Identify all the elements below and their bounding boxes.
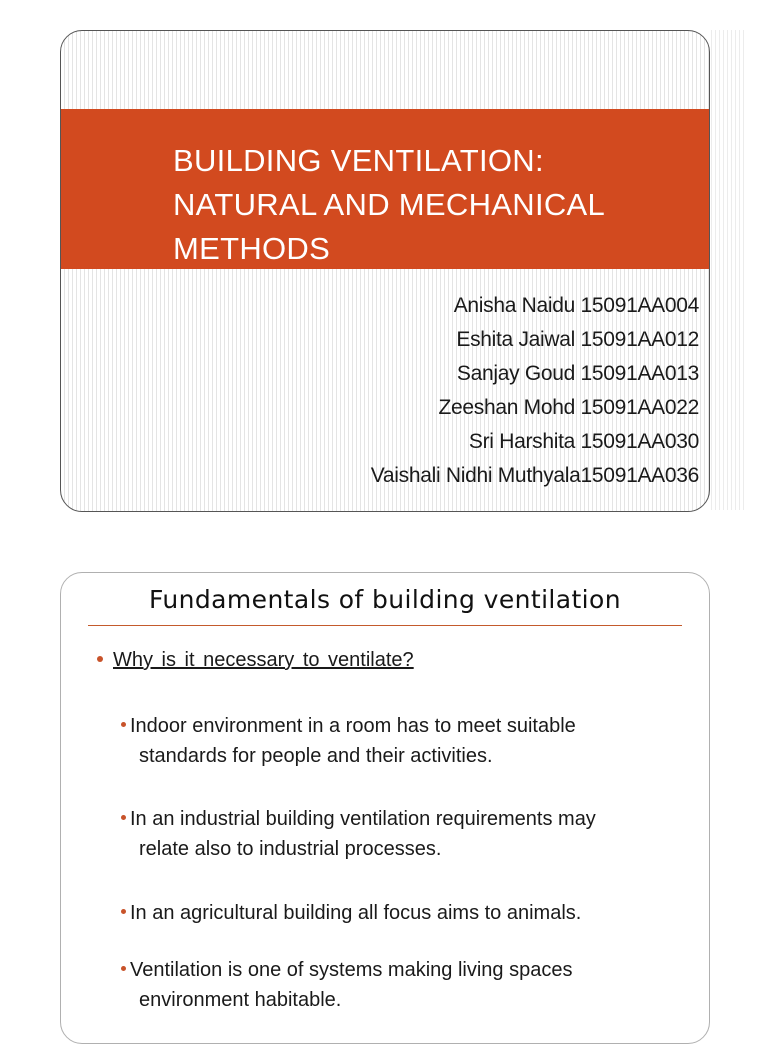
sub-bullet	[121, 898, 701, 928]
author-entry: Sanjay Goud 15091AA013	[456, 362, 699, 385]
author-entry: Anisha Naidu 15091AA004	[453, 294, 699, 317]
slide1-background-stripes	[708, 30, 746, 510]
sub-bullet	[121, 711, 701, 771]
heading-divider	[88, 625, 682, 626]
bullet-text-continued: relate also to industrial processes.	[139, 838, 442, 860]
sub-bullet	[121, 804, 701, 864]
author-list	[371, 289, 699, 493]
question-bullet	[97, 649, 414, 672]
author-entry: Sri Harshita 15091AA030	[468, 430, 699, 453]
slide-title	[173, 139, 693, 271]
bullet-text: Ventilation is one of systems making living spaces	[130, 959, 573, 981]
bullet-text: Indoor environment in a room has to meet suitable	[130, 715, 576, 737]
bullet-dot-icon	[121, 966, 126, 971]
author-entry: Zeeshan Mohd 15091AA022	[438, 396, 699, 419]
slide-heading: Fundamentals of building ventilation	[149, 585, 621, 614]
author-entry: Eshita Jaiwal 15091AA012	[456, 328, 699, 351]
title-slide	[60, 30, 710, 512]
title-line: BUILDING VENTILATION:	[173, 143, 544, 178]
question-text: Why is it necessary to ventilate?	[113, 649, 414, 671]
bullet-dot-icon	[121, 722, 126, 727]
bullet-text: In an agricultural building all focus aims to animals.	[130, 902, 582, 924]
author-entry: Vaishali Nidhi Muthyala15091AA036	[370, 464, 699, 487]
bullet-dot-icon	[97, 656, 103, 662]
sub-bullet	[121, 955, 701, 1015]
bullet-text-continued: environment habitable.	[139, 989, 342, 1011]
title-line: METHODS	[173, 231, 331, 266]
bullet-text: In an industrial building ventilation requirements may	[130, 808, 596, 830]
title-band	[61, 109, 709, 269]
bullet-text-continued: standards for people and their activities.	[139, 745, 493, 767]
bullet-dot-icon	[121, 815, 126, 820]
content-slide	[60, 572, 710, 1044]
title-line: NATURAL AND MECHANICAL	[173, 187, 606, 222]
bullet-dot-icon	[121, 909, 126, 914]
